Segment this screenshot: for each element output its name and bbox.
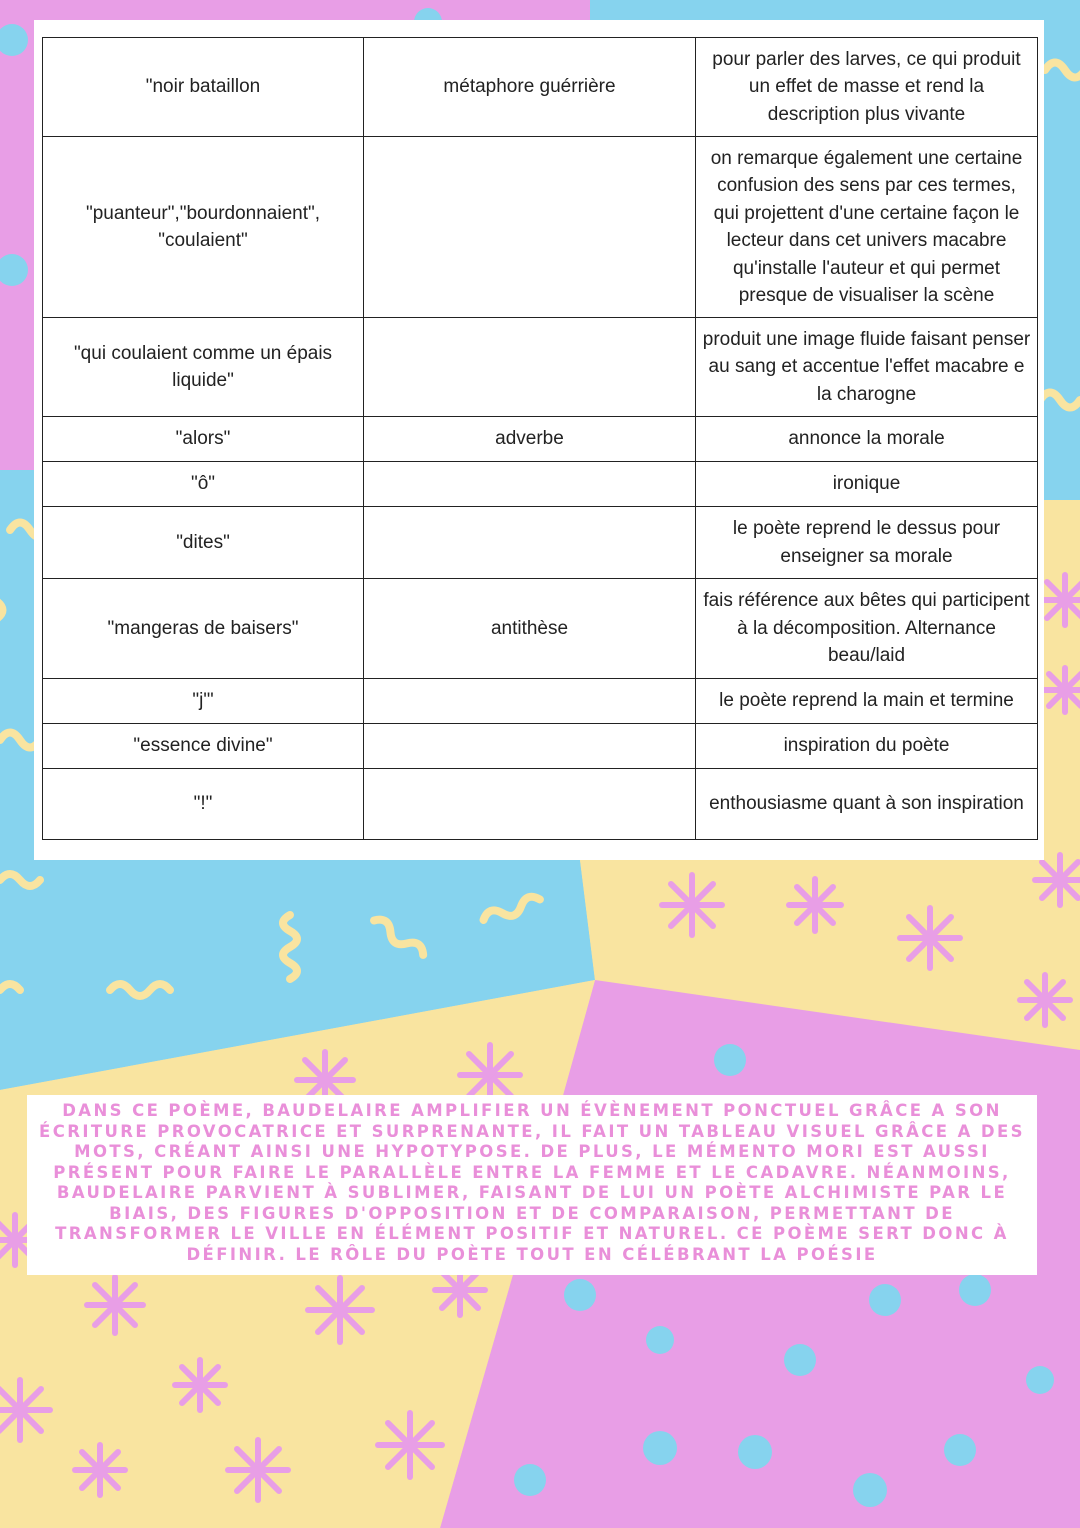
quote-cell: "dites" xyxy=(43,507,364,579)
table-row xyxy=(43,462,1038,507)
table-row xyxy=(43,507,1038,579)
quote-cell: "!" xyxy=(43,769,364,840)
analysis-card xyxy=(34,20,1044,860)
figure-cell xyxy=(364,724,696,769)
effect-cell: enthousiasme quant à son inspiration xyxy=(696,769,1038,840)
effect-cell: fais référence aux bêtes qui participent à la décomposition. Alternance beau/laid xyxy=(696,579,1038,679)
effect-cell: le poète reprend la main et termine xyxy=(696,679,1038,724)
table-row xyxy=(43,579,1038,679)
figure-cell xyxy=(364,769,696,840)
figure-cell xyxy=(364,137,696,318)
effect-cell: on remarque également une certaine confusion des sens par ces termes, qui projettent d'une certaine façon le lecteur dans cet univers macabre qu'installe l'auteur et qui permet presque de visualiser la scène xyxy=(696,137,1038,318)
table-row xyxy=(43,318,1038,417)
figure-cell xyxy=(364,462,696,507)
quote-cell: "essence divine" xyxy=(43,724,364,769)
conclusion-text: DANS CE POÈME, BAUDELAIRE AMPLIFIER UN ÉVÈNEMENT PONCTUEL GRÂCE A SON ÉCRITURE PROVOCATRICE ET SURPRENANTE, IL FAIT UN TABLEAU VISUEL GRÂCE A DES MOTS, CRÉANT AINSI UNE HYPOTYPOSE. DE PLUS, LE MÉMENTO MORI EST AUSSI PRÉSENT POUR FAIRE LE PARALLÈLE ENTRE LA FEMME ET LE CADAVRE. NÉANMOINS, BAUDELAIRE PARVIENT À SUBLIMER, FAISANT DE LUI UN POÈTE ALCHIMISTE PAR LE BIAIS, DES FIGURES D'OPPOSITION ET DE COMPARAISON, PERMETTANT DE TRANSFORMER LE VILLE EN ÉLÉMENT POSITIF ET NATUREL. CE POÈME SERT DONC À DÉFINIR. LE RÔLE DU POÈTE TOUT EN CÉLÉBRANT LA POÉSIE xyxy=(39,1101,1025,1264)
table-row xyxy=(43,417,1038,462)
quote-cell: "mangeras de baisers" xyxy=(43,579,364,679)
quote-cell: "noir bataillon xyxy=(43,38,364,137)
quote-cell: "alors" xyxy=(43,417,364,462)
quote-cell: "puanteur","bourdonnaient", "coulaient" xyxy=(43,137,364,318)
effect-cell: produit une image fluide faisant penser au sang et accentue l'effet macabre e la charogne xyxy=(696,318,1038,417)
figure-cell: antithèse xyxy=(364,579,696,679)
table-row xyxy=(43,137,1038,318)
conclusion-box xyxy=(27,1095,1037,1275)
table-row xyxy=(43,679,1038,724)
effect-cell: ironique xyxy=(696,462,1038,507)
table-row xyxy=(43,724,1038,769)
figure-cell xyxy=(364,318,696,417)
effect-cell: le poète reprend le dessus pour enseigner sa morale xyxy=(696,507,1038,579)
table-row xyxy=(43,38,1038,137)
figure-cell: adverbe xyxy=(364,417,696,462)
effect-cell: pour parler des larves, ce qui produit un effet de masse et rend la description plus vivante xyxy=(696,38,1038,137)
quote-cell: "qui coulaient comme un épais liquide" xyxy=(43,318,364,417)
figure-cell xyxy=(364,679,696,724)
quote-cell: "j'" xyxy=(43,679,364,724)
figure-cell: métaphore guérrière xyxy=(364,38,696,137)
figure-cell xyxy=(364,507,696,579)
table-row xyxy=(43,769,1038,840)
effect-cell: inspiration du poète xyxy=(696,724,1038,769)
analysis-table xyxy=(42,37,1038,840)
effect-cell: annonce la morale xyxy=(696,417,1038,462)
quote-cell: "ô" xyxy=(43,462,364,507)
